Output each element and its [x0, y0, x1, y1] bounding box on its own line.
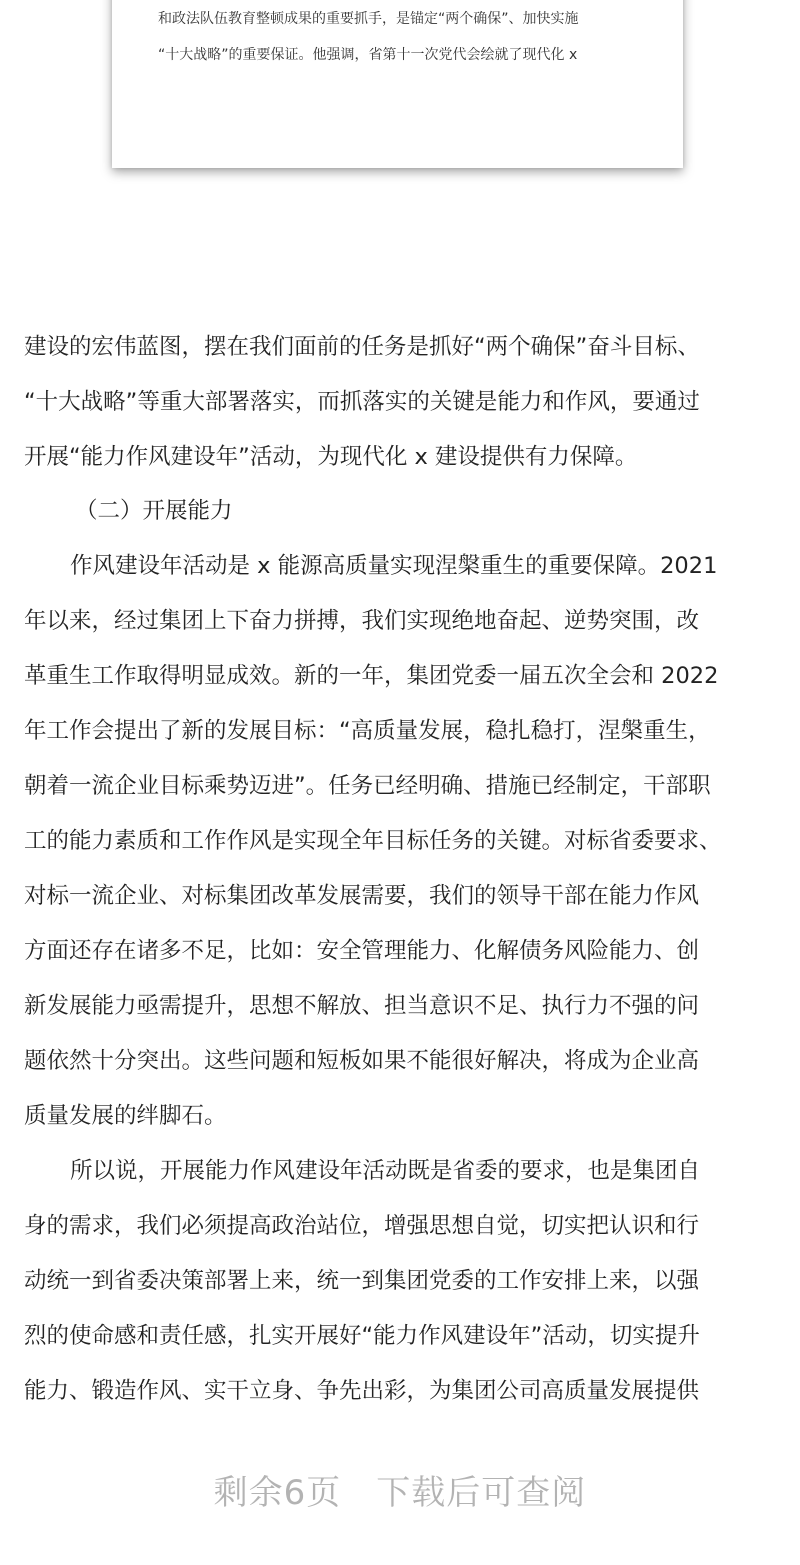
document-line: 能力、锻造作风、实干立身、争先出彩，为集团公司高质量发展提供 [24, 1378, 700, 1404]
document-line: 年工作会提出了新的发展目标：“高质量发展，稳扎稳打，涅槃重生， [24, 718, 711, 744]
remaining-pages-banner[interactable]: 剩余6页 下载后可查阅 [213, 1473, 587, 1513]
document-line: 工的能力素质和工作作风是实现全年目标任务的关键。对标省委要求、 [24, 828, 722, 854]
document-line: 建设的宏伟蓝图，摆在我们面前的任务是抓好“两个确保”奋斗目标、 [24, 334, 700, 360]
document-line: 新发展能力亟需提升，思想不解放、担当意识不足、执行力不强的问 [24, 993, 700, 1019]
document-line: 革重生工作取得明显成效。新的一年，集团党委一届五次全会和 2022 [24, 663, 719, 689]
preview-card [112, 0, 683, 168]
document-line: 身的需求，我们必须提高政治站位，增强思想自觉，切实把认识和行 [24, 1213, 700, 1239]
document-line: 题依然十分突出。这些问题和短板如果不能很好解决，将成为企业高 [24, 1048, 700, 1074]
document-line: 对标一流企业、对标集团改革发展需要，我们的领导干部在能力作风 [24, 883, 700, 909]
preview-text-line: “十大战略”的重要保证。他强调，省第十一次党代会绘就了现代化 x [158, 47, 578, 63]
document-line: 质量发展的绊脚石。 [24, 1103, 227, 1129]
section-heading: （二）开展能力 [75, 498, 233, 524]
document-line: 朝着一流企业目标乘势迈进”。任务已经明确、措施已经制定，干部职 [24, 773, 711, 799]
document-line: “十大战略”等重大部署落实，而抓落实的关键是能力和作风，要通过 [24, 389, 700, 415]
document-line: 所以说，开展能力作风建设年活动既是省委的要求，也是集团自 [70, 1158, 701, 1184]
document-line: 作风建设年活动是 x 能源高质量实现涅槃重生的重要保障。2021 [70, 553, 718, 579]
preview-text-line: 和政法队伍教育整顿成果的重要抓手，是锚定“两个确保”、加快实施 [158, 11, 579, 27]
document-line: 动统一到省委决策部署上来，统一到集团党委的工作安排上来，以强 [24, 1268, 700, 1294]
document-line: 开展“能力作风建设年”活动，为现代化 x 建设提供有力保障。 [24, 444, 638, 470]
document-line: 烈的使命感和责任感，扎实开展好“能力作风建设年”活动，切实提升 [24, 1323, 700, 1349]
document-line: 方面还存在诸多不足，比如：安全管理能力、化解债务风险能力、创 [24, 938, 700, 964]
document-line: 年以来，经过集团上下奋力拼搏，我们实现绝地奋起、逆势突围，改 [24, 608, 700, 634]
